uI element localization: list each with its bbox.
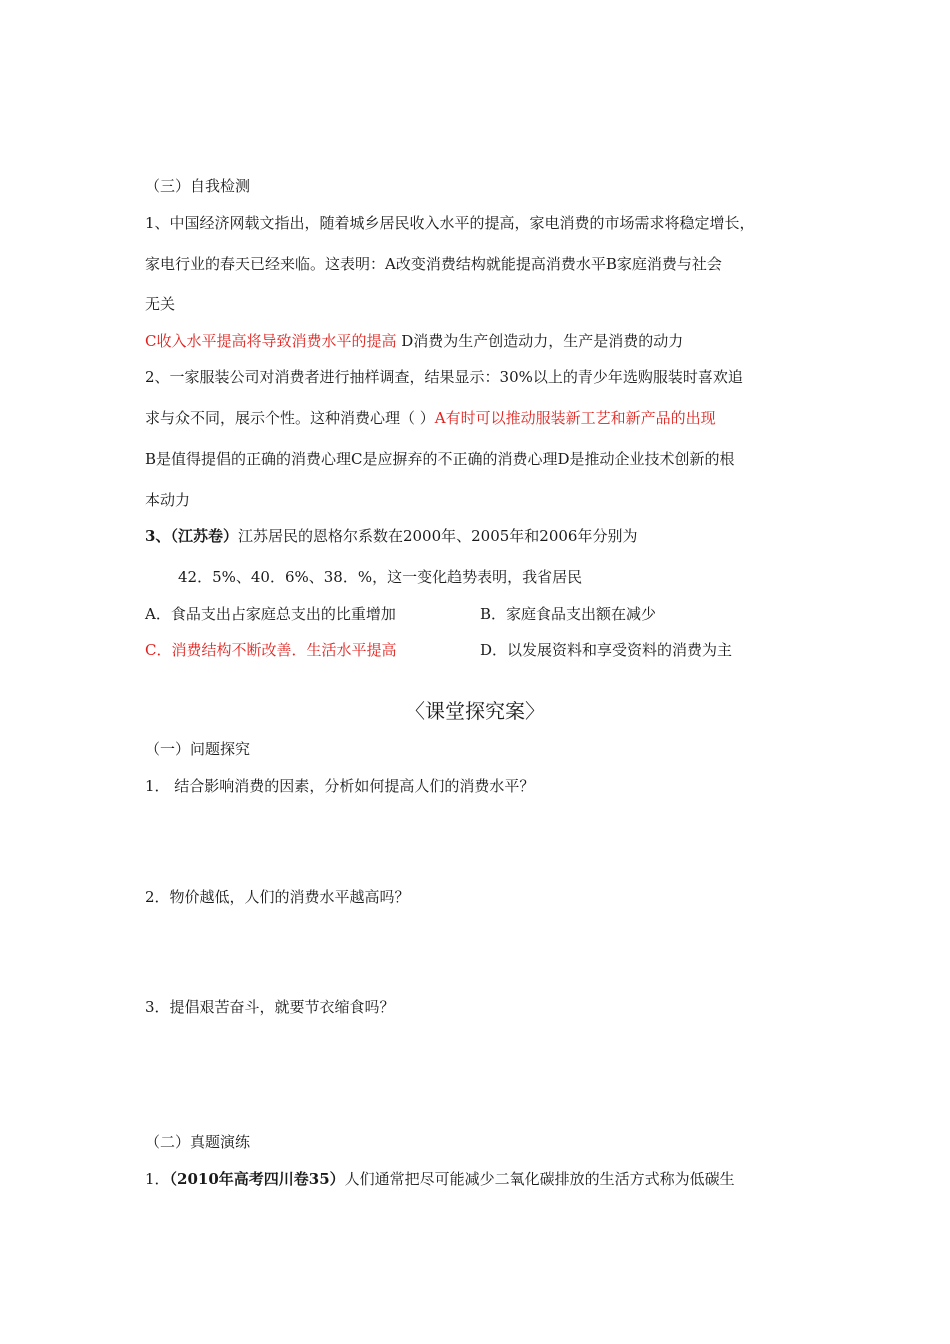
question-1-option-d: D消费为生产创造动力，生产是消费的动力 — [396, 332, 684, 350]
classroom-title: 〈课堂探究案〉 — [405, 699, 545, 723]
question-1-answer-c: C收入水平提高将导致消费水平的提高 — [145, 332, 397, 350]
practice-question-1-source: （2010年高考四川卷35） — [169, 1170, 345, 1188]
question-1-line-2: 家电行业的春天已经来临。这表明：A改变消费结构就能提高消费水平B家庭消费与社会 — [145, 255, 722, 273]
section-heading-inquiry: （一）问题探究 — [145, 740, 251, 758]
section-heading-self-test: （三）自我检测 — [145, 177, 251, 195]
question-1-line-3: 无关 — [145, 295, 176, 313]
question-1-line-1: 1、中国经济网载文指出，随着城乡居民收入水平的提高，家电消费的市场需求将稳定增长， — [145, 214, 755, 232]
question-3-options-row-1 — [145, 604, 845, 624]
practice-question-1-text: 人们通常把尽可能减少二氧化碳排放的生活方式称为低碳生 — [344, 1170, 735, 1188]
practice-question-1-number: 1． — [145, 1170, 170, 1188]
question-3-option-a: A．食品支出占家庭总支出的比重增加 — [145, 605, 396, 623]
question-1-options-line — [145, 331, 683, 351]
question-3-line-1 — [145, 526, 637, 546]
inquiry-question-3: 3．提倡艰苦奋斗，就要节衣缩食吗？ — [145, 998, 395, 1016]
inquiry-question-2: 2．物价越低，人们的消费水平越高吗？ — [145, 888, 410, 906]
question-3-stem: 江苏居民的恩格尔系数在2000年、2005年和2006年分别为 — [237, 527, 638, 545]
question-2-stem-end: 求与众不同，展示个性。这种消费心理（ ） — [145, 409, 435, 427]
question-3-option-b: B．家庭食品支出额在减少 — [480, 605, 657, 623]
inquiry-question-1: 1． 结合影响消费的因素，分析如何提高人们的消费水平？ — [145, 777, 535, 795]
question-3-answer-c: C．消费结构不断改善．生活水平提高 — [145, 641, 397, 659]
question-3-option-d: D．以发展资料和享受资料的消费为主 — [480, 641, 733, 659]
question-2-line-3: B是值得提倡的正确的消费心理C是应摒弃的不正确的消费心理D是推动企业技术创新的根 — [145, 450, 735, 468]
section-heading-practice: （二）真题演练 — [145, 1133, 251, 1151]
question-3-number: 3、 — [145, 527, 171, 545]
question-2-line-4: 本动力 — [145, 491, 191, 509]
question-2-answer-a: A有时可以推动服装新工艺和新产品的出现 — [434, 409, 716, 427]
question-3-source: （江苏卷） — [170, 527, 238, 545]
practice-question-1 — [145, 1169, 735, 1189]
question-2-line-1: 2、一家服装公司对消费者进行抽样调查，结果显示：30%以上的青少年选购服装时喜欢追 — [145, 368, 743, 386]
question-2-line-2 — [145, 408, 716, 428]
question-3-options-row-2 — [145, 640, 845, 660]
question-3-line-2: 42．5%、40．6%、38．%，这一变化趋势表明，我省居民 — [178, 568, 583, 586]
